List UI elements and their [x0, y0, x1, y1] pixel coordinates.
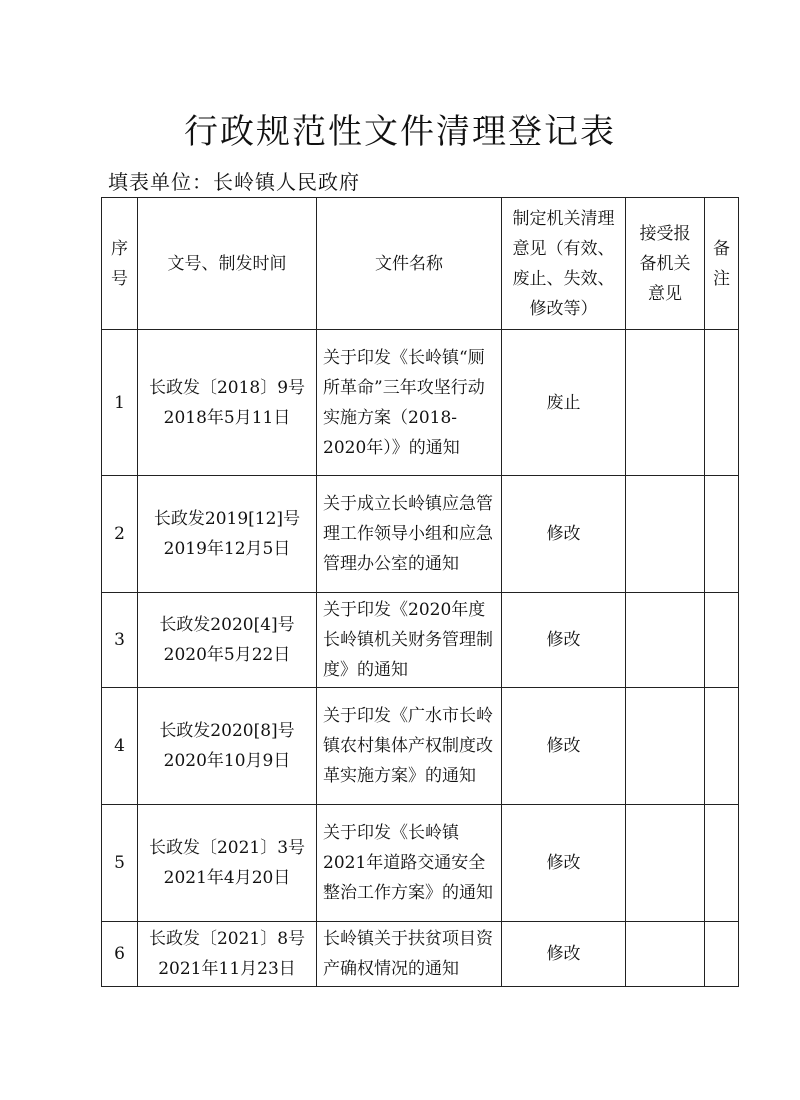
- page-title: 行政规范性文件清理登记表: [184, 112, 616, 152]
- doc-date: 2019年12月5日: [163, 539, 291, 559]
- doc-number: 长政发〔2021〕3号: [148, 838, 306, 858]
- cell-doc-name: 长岭镇关于扶贫项目资产确权情况的通知: [317, 922, 502, 987]
- registration-table: [101, 197, 739, 987]
- cell-remark: [705, 476, 739, 593]
- cell-filing: [626, 476, 705, 593]
- cell-doc-name: 关于成立长岭镇应急管理工作领导小组和应急管理办公室的通知: [317, 476, 502, 593]
- doc-number: 长政发〔2018〕9号: [148, 377, 306, 398]
- header-row: [102, 198, 739, 330]
- table-row: [102, 805, 739, 922]
- cell-opinion: 修改: [502, 476, 626, 593]
- cell-doc-no: [138, 476, 317, 593]
- cell-doc-name: 关于印发《长岭镇“厕所革命”三年攻坚行动实施方案（2018-2020年）》的通知: [317, 330, 502, 476]
- table-row: [102, 476, 739, 593]
- cell-seq: 5: [102, 805, 138, 922]
- doc-date: 2018年5月11日: [163, 407, 291, 428]
- cell-doc-name: 关于印发《2020年度长岭镇机关财务管理制度》的通知: [317, 593, 502, 688]
- cell-opinion: 修改: [502, 922, 626, 987]
- doc-date: 2021年4月20日: [163, 868, 291, 888]
- cell-seq: 3: [102, 593, 138, 688]
- cell-remark: [705, 922, 739, 987]
- cell-filing: [626, 330, 705, 476]
- header-doc-name: 文件名称: [317, 198, 502, 330]
- cell-seq: 1: [102, 330, 138, 476]
- header-filing: 接受报备机关意见: [626, 198, 705, 330]
- doc-date: 2021年11月23日: [158, 959, 296, 979]
- table-row: [102, 688, 739, 805]
- table-row: [102, 330, 739, 476]
- table-row: [102, 593, 739, 688]
- cell-doc-no: [138, 330, 317, 476]
- cell-doc-no: [138, 805, 317, 922]
- header-opinion: 制定机关清理意见（有效、废止、失效、修改等）: [502, 198, 626, 330]
- filing-unit-label: 填表单位：长岭镇人民政府: [108, 170, 360, 194]
- cell-doc-name: 关于印发《广水市长岭镇农村集体产权制度改革实施方案》的通知: [317, 688, 502, 805]
- cell-seq: 4: [102, 688, 138, 805]
- cell-filing: [626, 922, 705, 987]
- doc-date: 2020年10月9日: [163, 751, 291, 771]
- header-remark: 备注: [705, 198, 739, 330]
- cell-filing: [626, 688, 705, 805]
- header-doc-no: 文号、制发时间: [138, 198, 317, 330]
- cell-remark: [705, 593, 739, 688]
- cell-doc-name: 关于印发《长岭镇2021年道路交通安全整治工作方案》的通知: [317, 805, 502, 922]
- header-seq: 序号: [102, 198, 138, 330]
- doc-number: 长政发2020[4]号: [159, 615, 295, 635]
- cell-filing: [626, 805, 705, 922]
- cell-doc-no: [138, 688, 317, 805]
- cell-remark: [705, 805, 739, 922]
- table-row: [102, 922, 739, 987]
- doc-number: 长政发2019[12]号: [153, 509, 301, 529]
- cell-opinion: 修改: [502, 593, 626, 688]
- cell-opinion: 修改: [502, 688, 626, 805]
- cell-opinion: 修改: [502, 805, 626, 922]
- cell-remark: [705, 688, 739, 805]
- cell-seq: 2: [102, 476, 138, 593]
- doc-number: 长政发2020[8]号: [159, 721, 295, 741]
- cell-filing: [626, 593, 705, 688]
- cell-doc-no: [138, 922, 317, 987]
- doc-number: 长政发〔2021〕8号: [148, 929, 306, 949]
- cell-remark: [705, 330, 739, 476]
- cell-doc-no: [138, 593, 317, 688]
- cell-seq: 6: [102, 922, 138, 987]
- cell-opinion: 废止: [502, 330, 626, 476]
- doc-date: 2020年5月22日: [163, 645, 291, 665]
